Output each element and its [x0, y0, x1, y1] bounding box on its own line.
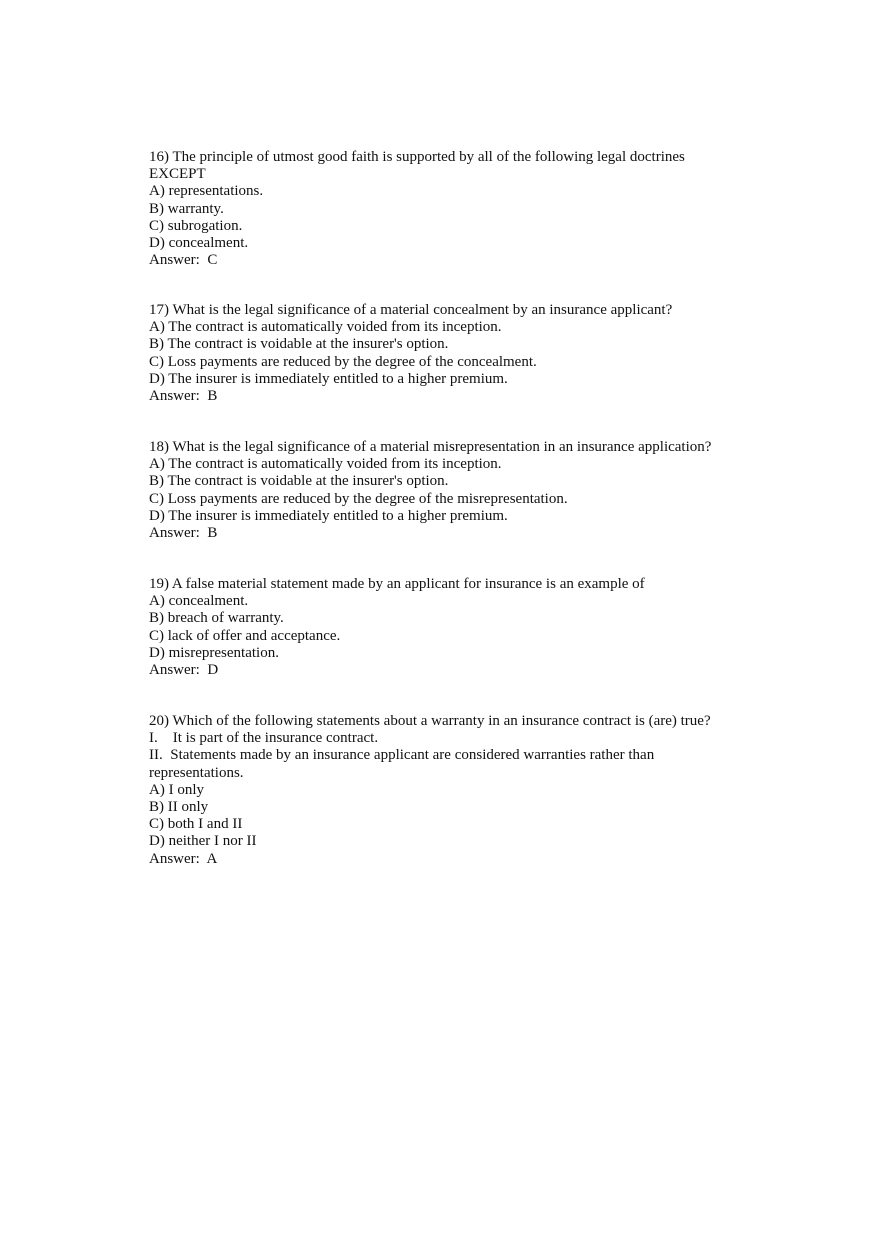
question-text: 20) Which of the following statements about a warranty in an insurance contract is (are) true?: [149, 713, 711, 729]
question-text: EXCEPT: [149, 166, 206, 183]
option-a: A) representations.: [149, 183, 264, 200]
question-20: [149, 713, 749, 868]
question-16: [149, 149, 749, 269]
option-b: B) II only: [149, 799, 209, 816]
option-c: C) Loss payments are reduced by the degree of the misrepresentation.: [149, 490, 568, 507]
option-d: D) The insurer is immediately entitled to a higher premium.: [149, 370, 508, 387]
statement-ii: II. Statements made by an insurance applicant are considered warranties rather than: [149, 747, 655, 764]
option-b: B) breach of warranty.: [149, 610, 284, 627]
question-text: 16) The principle of utmost good faith is supported by all of the following legal doctrines: [149, 149, 685, 165]
question-text: 19) A false material statement made by an applicant for insurance is an example of: [149, 576, 645, 592]
answer: Answer: C: [149, 252, 218, 269]
answer: Answer: D: [149, 662, 219, 679]
option-d: D) misrepresentation.: [149, 644, 279, 661]
question-19: [149, 576, 749, 679]
option-b: B) The contract is voidable at the insurer's option.: [149, 336, 449, 353]
option-b: B) The contract is voidable at the insurer's option.: [149, 473, 449, 490]
statement-ii-cont: representations.: [149, 764, 244, 781]
option-c: C) Loss payments are reduced by the degree of the concealment.: [149, 353, 537, 370]
question-text: 17) What is the legal significance of a material concealment by an insurance applicant?: [149, 302, 673, 318]
option-d: D) The insurer is immediately entitled to a higher premium.: [149, 507, 508, 524]
option-a: A) The contract is automatically voided from its inception.: [149, 319, 502, 336]
option-a: A) The contract is automatically voided from its inception.: [149, 456, 502, 473]
answer: Answer: B: [149, 525, 218, 542]
option-d: D) concealment.: [149, 235, 249, 252]
option-d: D) neither I nor II: [149, 833, 257, 850]
answer: Answer: B: [149, 388, 218, 405]
option-c: C) both I and II: [149, 816, 243, 833]
statement-i: I. It is part of the insurance contract.: [149, 730, 379, 747]
question-17: [149, 302, 749, 405]
question-text: 18) What is the legal significance of a material misrepresentation in an insurance application?: [149, 439, 712, 455]
answer: Answer: A: [149, 850, 218, 867]
option-a: A) I only: [149, 781, 204, 798]
question-18: [149, 439, 749, 542]
option-b: B) warranty.: [149, 200, 224, 217]
option-c: C) lack of offer and acceptance.: [149, 627, 341, 644]
option-a: A) concealment.: [149, 593, 249, 610]
option-c: C) subrogation.: [149, 217, 243, 234]
